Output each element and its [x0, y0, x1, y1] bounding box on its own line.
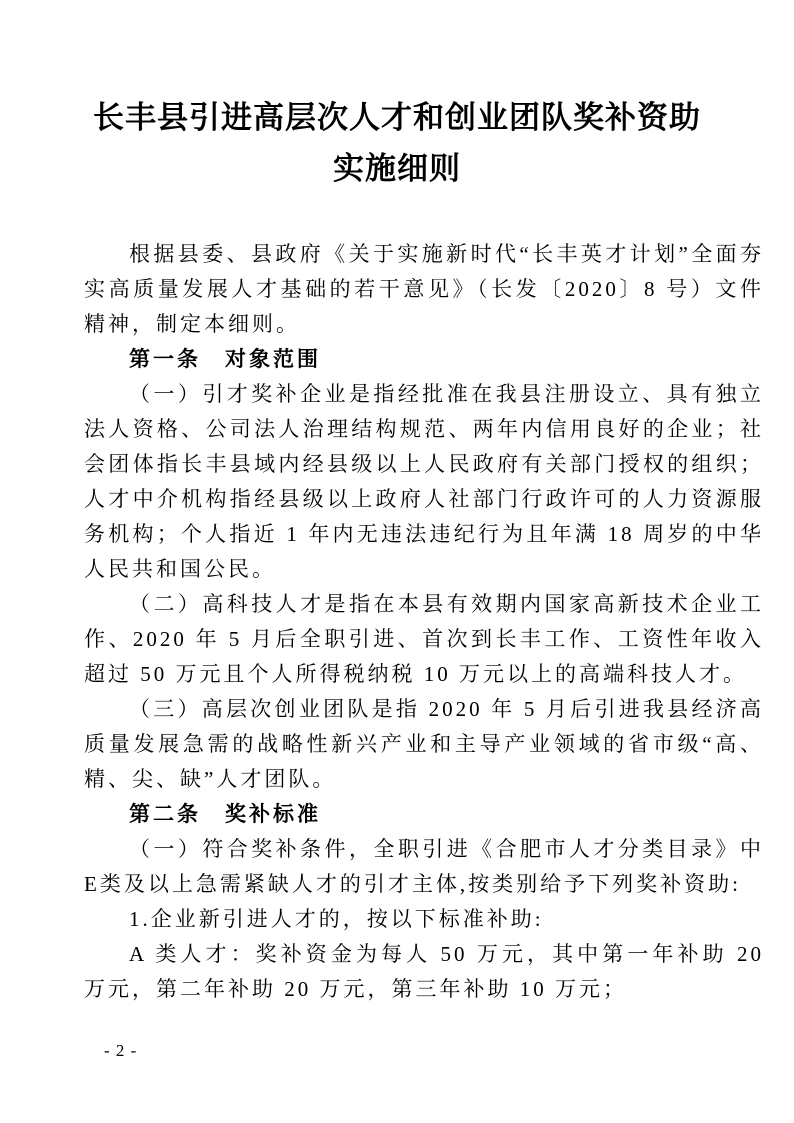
document-title — [0, 92, 794, 194]
section-heading: 第二条 奖补标准 — [129, 803, 321, 826]
section-heading: 第一条 对象范围 — [129, 348, 321, 371]
document-body — [84, 237, 764, 1007]
document-title-line-1: 长丰县引进高层次人才和创业团队奖补资助 — [93, 100, 701, 135]
body-paragraph: （一）符合奖补条件，全职引进《合肥市人才分类目录》中E类及以上急需紧缺人才的引才主体,按类别给予下列奖补资助: — [84, 837, 764, 896]
body-paragraph: （一）引才奖补企业是指经批准在我县注册设立、具有独立法人资格、公司法人治理结构规范、两年内信用良好的企业；社会团体指长丰县域内经县级以上人民政府有关部门授权的组织；人才中介机构指经县级以上政府人社部门行政许可的人力资源服务机构；个人指近 1 年内无违法违纪行为且年满 18 周岁的中华人民共和国公民。 — [84, 382, 764, 581]
body-paragraph: 1.企业新引进人才的，按以下标准补助: — [129, 907, 544, 931]
body-paragraph: 根据县委、县政府《关于实施新时代“长丰英才计划”全面夯实高质量发展人才基础的若干意见》（长发〔2020〕8 号）文件精神，制定本细则。 — [84, 242, 764, 336]
body-paragraph: （三）高层次创业团队是指 2020 年 5 月后引进我县经济高质量发展急需的战略性新兴产业和主导产业领域的省市级“高、精、尖、缺”人才团队。 — [84, 697, 764, 791]
document-title-line-2: 实施细则 — [333, 151, 461, 186]
body-paragraph: A 类人才：奖补资金为每人 50 万元，其中第一年补助 20 万元，第二年补助 20 万元，第三年补助 10 万元； — [84, 942, 764, 1001]
page-number: - 2 - — [104, 1041, 138, 1060]
body-paragraph: （二）高科技人才是指在本县有效期内国家高新技术企业工作、2020 年 5 月后全职引进、首次到长丰工作、工资性年收入超过 50 万元且个人所得税纳税 10 万元以上的高端科技人才。 — [84, 592, 764, 686]
